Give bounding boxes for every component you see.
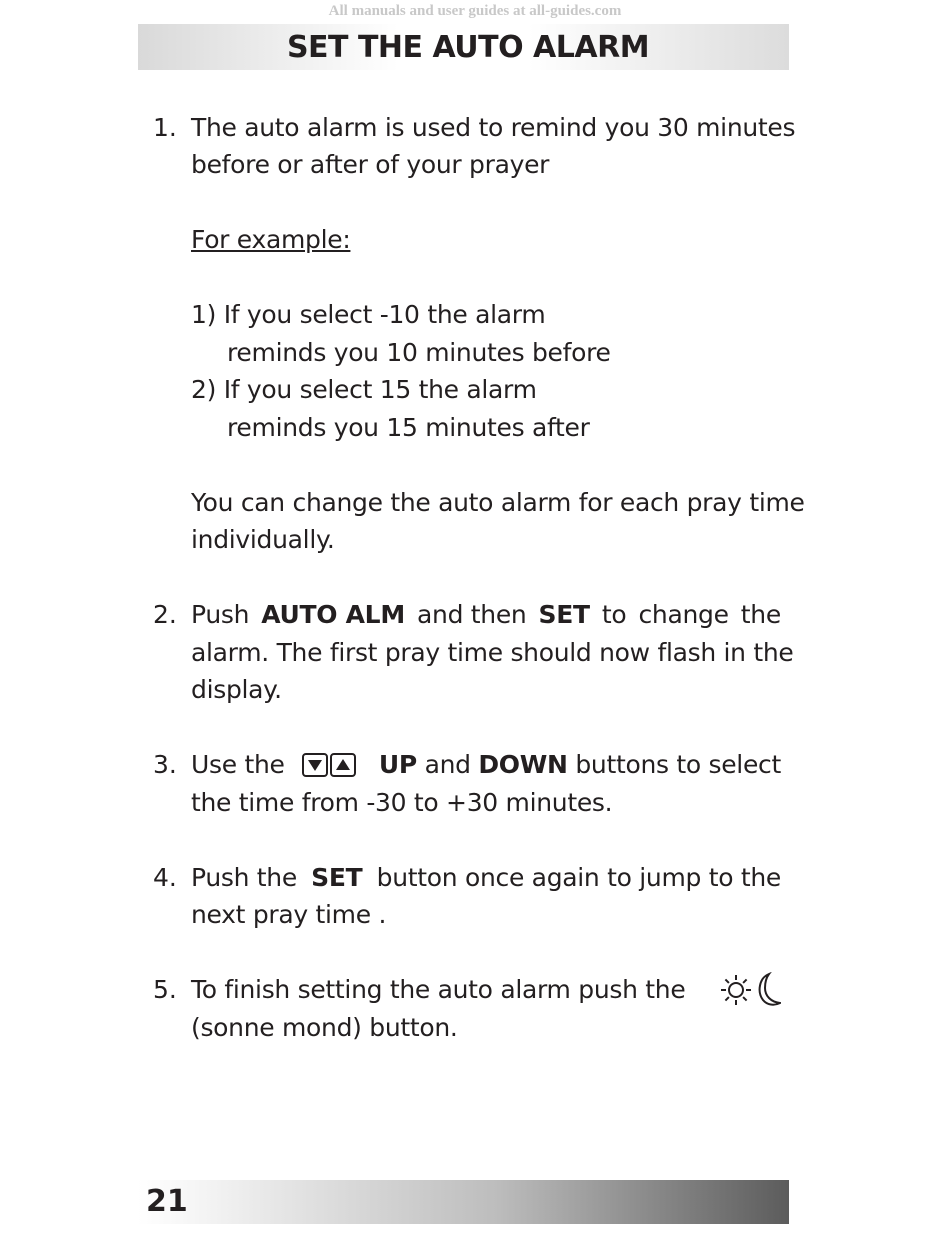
- down-arrow-button-icon: [302, 753, 328, 777]
- up-label: UP: [378, 750, 417, 779]
- auto-alm-label: AUTO ALM: [261, 600, 405, 629]
- step-1-line-1: The auto alarm is used to remind you 30 minutes: [191, 113, 796, 142]
- note-line-2: individually.: [191, 525, 335, 554]
- step-4-push-the: Push the: [191, 863, 297, 892]
- moon-icon: [755, 972, 781, 1008]
- watermark: All manuals and user guides at all-guides.com: [328, 3, 622, 19]
- up-arrow-button-icon: [330, 753, 356, 777]
- example-heading: For example:: [191, 225, 351, 254]
- step-1-number: 1.: [153, 113, 177, 142]
- step-2-change: change: [638, 600, 729, 629]
- example-1-line-1: 1) If you select -10 the alarm: [191, 300, 546, 329]
- footer-bar: [138, 1180, 789, 1224]
- step-3-number: 3.: [153, 750, 177, 779]
- step-4-rest: button once again to jump to the: [376, 863, 781, 892]
- step-3-use-the: Use the: [191, 750, 285, 779]
- page-title: SET THE AUTO ALARM: [286, 30, 650, 65]
- step-3-rest: buttons to select: [575, 750, 781, 779]
- set-label: SET: [311, 863, 363, 892]
- step-5-text: To finish setting the auto alarm push the: [191, 975, 686, 1004]
- set-label: SET: [538, 600, 590, 629]
- arrow-buttons-icon-group: [302, 746, 356, 784]
- step-1-line-2: before or after of your prayer: [191, 150, 550, 179]
- step-2-push: Push: [191, 600, 250, 629]
- step-5-line-2: (sonne mond) button.: [191, 1013, 458, 1042]
- sun-icon: [719, 973, 753, 1007]
- note-line-1: You can change the auto alarm for each pray time: [191, 488, 805, 517]
- step-4-line-2: next pray time .: [191, 900, 387, 929]
- step-5-number: 5.: [153, 975, 177, 1004]
- step-2-the: the: [740, 600, 781, 629]
- example-1-line-2: reminds you 10 minutes before: [227, 338, 611, 367]
- step-2-to: to: [601, 600, 627, 629]
- step-4-line-1: [191, 859, 781, 897]
- down-label: DOWN: [478, 750, 568, 779]
- step-2-line-3: display.: [191, 675, 282, 704]
- step-3-line-1: [191, 746, 781, 784]
- step-2-and-then: and then: [417, 600, 527, 629]
- step-2-line-2: alarm. The first pray time should now flash in the: [191, 638, 794, 667]
- step-3-line-2: the time from -30 to +30 minutes.: [191, 788, 613, 817]
- step-5-line-1: [191, 971, 781, 1009]
- example-2-line-1: 2) If you select 15 the alarm: [191, 375, 537, 404]
- example-2-line-2: reminds you 15 minutes after: [227, 413, 590, 442]
- step-2-number: 2.: [153, 600, 177, 629]
- step-4-number: 4.: [153, 863, 177, 892]
- step-2-line-1: [191, 596, 781, 634]
- page-number: 21: [146, 1184, 188, 1219]
- sun-moon-icon-group: [719, 971, 781, 1009]
- step-3-and: and: [424, 750, 471, 779]
